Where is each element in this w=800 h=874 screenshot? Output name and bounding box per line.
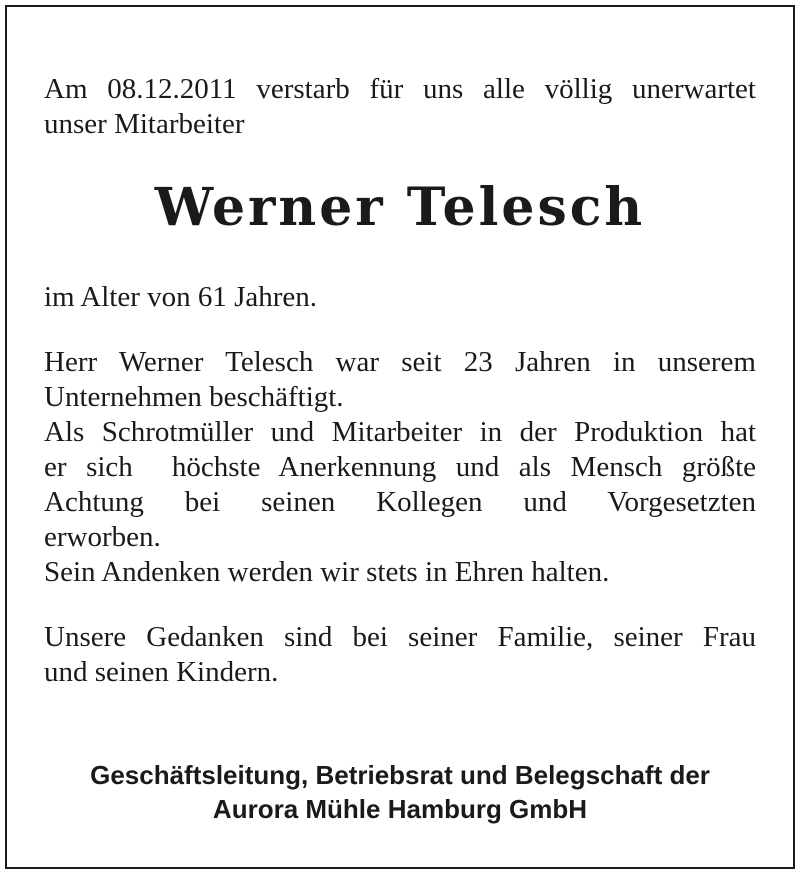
tribute-line-1: Herr Werner Telesch war seit 23 Jahren in unserem bbox=[44, 346, 756, 378]
notice-content bbox=[44, 72, 756, 690]
tribute-line-6: erworben. bbox=[44, 521, 161, 553]
signature-block bbox=[44, 758, 756, 826]
tribute-line-3: Als Schrotmüller und Mitarbeiter in der Produktion hat bbox=[44, 416, 756, 448]
signature-line-2: Aurora Mühle Hamburg GmbH bbox=[212, 794, 588, 824]
intro-line-2: unser Mitarbeiter bbox=[44, 108, 245, 140]
intro-block bbox=[44, 72, 756, 142]
family-line-2: und seinen Kindern. bbox=[44, 656, 279, 688]
family-block bbox=[44, 620, 756, 690]
intro-line-1: Am 08.12.2011 verstarb für uns alle völlig unerwartet bbox=[44, 73, 756, 105]
tribute-line-4: er sich höchste Anerkennung und als Mensch größte bbox=[44, 451, 756, 483]
tribute-line-7: Sein Andenken werden wir stets in Ehren halten. bbox=[44, 556, 610, 588]
age-line: im Alter von 61 Jahren. bbox=[44, 281, 318, 313]
family-line-1: Unsere Gedanken sind bei seiner Familie, seiner Frau bbox=[44, 621, 756, 653]
tribute-line-5: Achtung bei seinen Kollegen und Vorgesetzten bbox=[44, 486, 756, 518]
deceased-name: Werner Telesch bbox=[154, 177, 646, 238]
signature-line-1: Geschäftsleitung, Betriebsrat und Belegschaft der bbox=[90, 760, 710, 790]
tribute-line-2: Unternehmen beschäftigt. bbox=[44, 381, 344, 413]
tribute-block bbox=[44, 345, 756, 590]
